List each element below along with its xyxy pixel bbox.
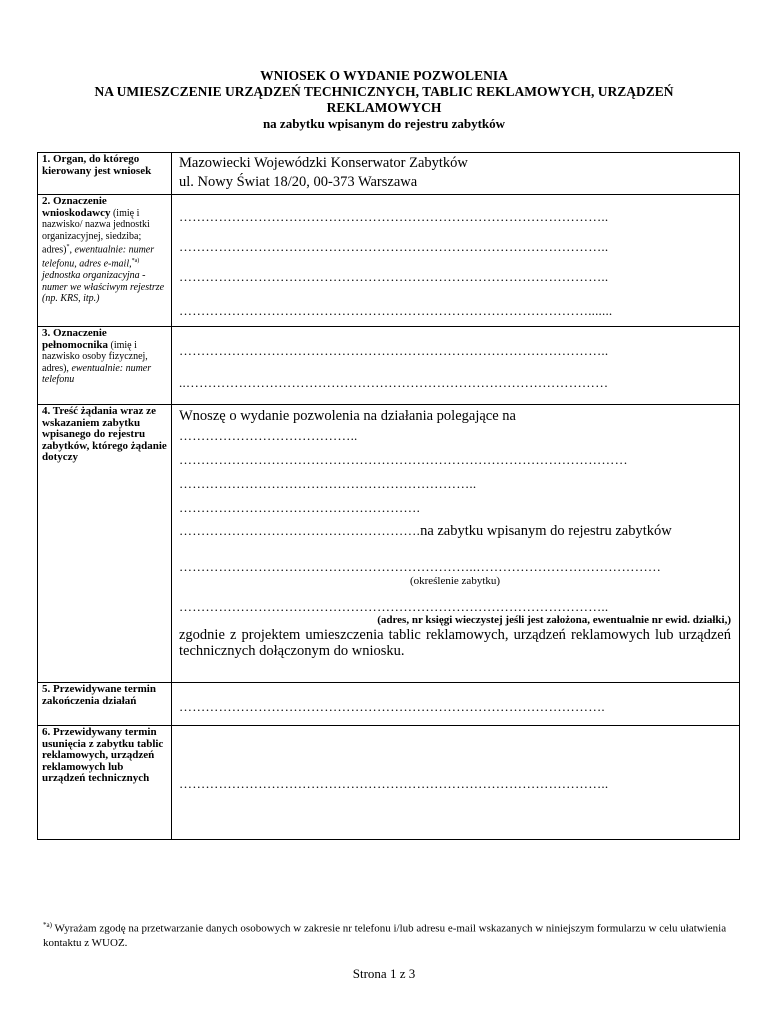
applicant-label-text: (imię i nazwisko/ nazwa jednostki organizacyjnej, siedziba; adres) [42,207,150,256]
removal-label-cell [38,726,172,840]
removal-line[interactable]: …………………………………………………………………………………….. [179,776,609,791]
completion-line[interactable]: ……………………………………………………………………………………. [179,699,605,714]
document-subtitle: na zabytku wpisanym do rejestru zabytków [262,116,506,131]
applicant-label-separator: , [69,244,75,256]
document-title-line2: NA UMIESZCZENIE URZĄDZEŃ TECHNICZNYCH, TABLIC REKLAMOWYCH, URZĄDZEŃ [94,84,674,99]
form-row-removal-date [38,726,740,840]
applicant-line-1[interactable]: …………………………………………………………………………………….. [179,209,609,224]
proxy-value-cell[interactable] [172,327,740,405]
authority-value-cell [172,153,740,195]
applicant-label-italic-2: jednostka organizacyjna - numer we właściwym rejestrze (np. KRS, itp.) [42,270,165,305]
proxy-label-cell [38,327,172,405]
request-label-cell [38,405,172,683]
applicant-label-bold: 2. Oznaczenie wnioskodawcy [42,195,111,219]
object-caption: (określenie zabytku) [409,575,501,587]
applicant-label-footnote-mark: *a) [131,258,140,265]
removal-value-cell[interactable] [172,726,740,840]
proxy-line-1[interactable]: …………………………………………………………………………………….. [179,343,609,358]
proxy-label-bold: 3. Oznaczenie pełnomocnika [42,327,109,351]
document-title-line3: REKLAMOWYCH [326,100,442,115]
request-line-5[interactable]: ………………………………………………. [179,523,421,538]
object-line[interactable]: …………………………………………………………..…………………………………… [179,559,662,574]
footnote-mark: *a) [43,921,52,929]
completion-label-cell [38,683,172,726]
applicant-label-mark: * [66,244,70,251]
request-label: 4. Treść żądania wraz ze wskazaniem zabytku wpisanego do rejestru zabytków, którego żądanie dotyczy [42,405,167,464]
proxy-line-2[interactable]: ..…………………………………………………………………………………… [179,375,609,390]
request-line-1[interactable]: ………………………………….. [179,428,358,443]
footnote-text: Wyrażam zgodę na przetwarzanie danych osobowych w zakresie nr telefonu i/lub adresu e-mail wskazanych w niniejszym formularzu w celu ułatwienia kontaktu z WUOZ. [43,922,727,950]
applicant-label-cell [38,195,172,327]
completion-value-cell[interactable] [172,683,740,726]
request-line-3[interactable]: ………………………………………………………….. [179,476,477,491]
authority-label-cell [38,153,172,195]
applicant-value-cell[interactable] [172,195,740,327]
form-row-request [38,405,740,683]
removal-label: 6. Przewidywany termin usunięcia z zabytku tablic reklamowych, urządzeń reklamowych lub urządzeń technicznych [42,726,164,785]
proxy-label-text: (imię i nazwisko osoby fizycznej, adres), [42,339,148,374]
request-inline-text: na zabytku wpisanym do rejestru zabytków [420,523,672,539]
authority-address: ul. Nowy Świat 18/20, 00-373 Warszawa [179,174,418,190]
authority-name: Mazowiecki Wojewódzki Konserwator Zabytków [179,155,468,171]
request-intro: Wnoszę o wydanie pozwolenia na działania polegające na [179,408,516,424]
completion-label: 5. Przewidywane termin zakończenia działań [42,683,156,707]
authority-label: 1. Organ, do którego kierowany jest wniosek [42,153,152,177]
form-row-proxy [38,327,740,405]
applicant-line-4[interactable]: …………………………………………………………………………………....... [179,303,613,318]
address-caption: (adres, nr księgi wieczystej jeśli jest założona, ewentualnie nr ewid. działki,) [377,614,731,626]
application-form-table [37,152,740,840]
page-number: Strona 1 z 3 [352,966,416,981]
document-header [0,68,768,132]
form-row-authority [38,153,740,195]
address-line[interactable]: …………………………………………………………………………………….. [179,601,609,613]
applicant-line-2[interactable]: …………………………………………………………………………………….. [179,239,609,254]
request-value-cell[interactable] [172,405,740,683]
request-line-4[interactable]: ………………………………………………. [179,500,421,515]
document-title: WNIOSEK O WYDANIE POZWOLENIA [260,68,508,83]
applicant-label-italic: ewentualnie: numer telefonu, adres e-mail, [42,244,155,270]
request-closing-text: zgodnie z projektem umieszczenia tablic reklamowych, urządzeń reklamowych lub urządzeń technicznych dołączonym do wniosku. [179,627,731,659]
request-line-2[interactable]: ………………………………………………………………………………………… [179,452,628,467]
footnote [43,918,733,951]
form-row-completion-date [38,683,740,726]
proxy-label-italic: ewentualnie: numer telefonu [42,362,152,386]
form-row-applicant [38,195,740,327]
applicant-line-3[interactable]: …………………………………………………………………………………….. [179,269,609,284]
